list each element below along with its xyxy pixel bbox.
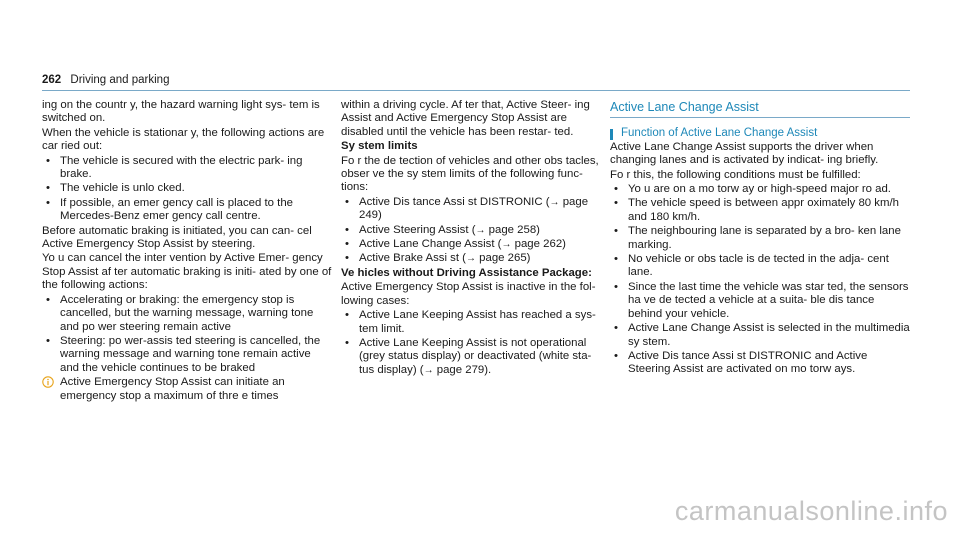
- heading-without-package: Ve hicles without Driving Assistance Package:: [341, 266, 592, 279]
- bullet-icon: •: [614, 197, 618, 210]
- heading-system-limits: Sy stem limits: [341, 140, 418, 153]
- header-divider: [42, 90, 910, 91]
- bullet-icon: •: [345, 309, 349, 322]
- bullet-list: [610, 183, 910, 377]
- xref-arrow-icon: →: [549, 196, 560, 208]
- paragraph: When the vehicle is stationar y, the following actions are car ried out:: [42, 126, 325, 153]
- bullet-icon: •: [614, 349, 618, 362]
- list-item: • Active Lane Keeping Assist has reached a sys‐ tem limit.: [345, 309, 596, 335]
- bullet-icon: •: [345, 195, 349, 208]
- list-item: • Active Steering Assist (→ page 258): [345, 223, 540, 236]
- section-title: Active Lane Change Assist: [610, 100, 759, 114]
- list-item: • The vehicle is unlo cked.: [46, 182, 185, 195]
- column-left: [42, 99, 332, 403]
- subsection-title: Function of Active Lane Change Assist: [621, 127, 818, 140]
- list-item: • Accelerating or braking: the emergency stop is cancelled, but the warning message, warning tone and po wer steering remain active: [46, 293, 314, 333]
- list-item: • Steering: po wer-assis ted steering is cancelled, the warning message and warning tone remain active and the vehicle continues to be braked: [46, 334, 321, 374]
- section-divider: [610, 117, 910, 118]
- bullet-icon: •: [614, 183, 618, 196]
- page-header: [42, 74, 169, 86]
- column-right: [610, 99, 910, 378]
- info-icon: [42, 376, 54, 388]
- list-item: • Active Dis tance Assi st DISTRONIC and Active Steering Assist are activated on mo torw ays.: [614, 349, 868, 376]
- bullet-icon: •: [46, 154, 50, 167]
- bullet-icon: •: [46, 334, 50, 347]
- bullet-icon: •: [46, 182, 50, 195]
- subsection-heading: [610, 127, 910, 140]
- bullet-icon: •: [345, 238, 349, 251]
- page-reference-link[interactable]: page 249): [359, 195, 589, 222]
- page-number: 262: [42, 74, 62, 86]
- paragraph: Fo r the de tection of vehicles and other obs tacles, obser ve the sy stem limits of the following func‐ tions:: [341, 154, 599, 194]
- bullet-icon: •: [345, 252, 349, 265]
- list-item: • The vehicle speed is between appr oximately 80 km/h and 180 km/h.: [614, 197, 899, 223]
- section-name: Driving and parking: [70, 74, 170, 86]
- bullet-icon: •: [614, 322, 618, 335]
- list-item: • Active Lane Keeping Assist is not operational (grey status display) or deactivated (white sta‐ tus display) (→ page 279).: [345, 336, 592, 376]
- bullet-list: [42, 294, 332, 375]
- bullet-icon: •: [614, 253, 618, 266]
- paragraph: Active Lane Change Assist supports the driver when changing lanes and is activated by indicat‐ ing briefly.: [610, 140, 879, 167]
- xref-arrow-icon: →: [501, 239, 512, 251]
- page-reference-link[interactable]: page 262): [514, 238, 566, 251]
- bullet-icon: •: [614, 225, 618, 238]
- paragraph: Yo u can cancel the inter vention by Active Emer‐ gency Stop Assist af ter automatic braking is initi‐ ated by one of the following actions:: [42, 252, 332, 292]
- page-reference-link[interactable]: page 265): [479, 252, 531, 265]
- list-item: • Active Brake Assi st (→ page 265): [345, 252, 531, 265]
- list-item: • Active Dis tance Assi st DISTRONIC (→ page 249): [345, 195, 589, 222]
- info-note-text: Active Emergency Stop Assist can initiate an emergency stop a maximum of thre e times: [60, 376, 285, 402]
- list-item: • Since the last time the vehicle was star ted, the sensors ha ve de tected a vehicle at a suita‐ ble dis tance behind your vehicle.: [614, 280, 909, 320]
- list-item: • Yo u are on a mo torw ay or high-speed major ro ad.: [614, 183, 891, 196]
- list-item: • The neighbouring lane is separated by a bro‐ ken lane marking.: [614, 225, 901, 251]
- info-note: [42, 376, 332, 403]
- bullet-list: [341, 196, 599, 266]
- list-item: • No vehicle or obs tacle is de tected in the adja‐ cent lane.: [614, 253, 889, 279]
- bullet-icon: •: [614, 280, 618, 293]
- page-reference-link[interactable]: page 258): [488, 223, 540, 236]
- xref-arrow-icon: →: [475, 224, 486, 236]
- list-item: • Active Lane Change Assist is selected in the multimedia sy stem.: [614, 322, 910, 348]
- paragraph: Fo r this, the following conditions must be fulfilled:: [610, 168, 861, 181]
- watermark: carmanualsonline.info: [674, 496, 948, 526]
- page-reference-link[interactable]: page 279).: [436, 363, 492, 376]
- paragraph: Before automatic braking is initiated, you can can‐ cel Active Emergency Stop Assist by steering.: [42, 224, 312, 251]
- paragraph: Active Emergency Stop Assist is inactive in the fol‐ lowing cases:: [341, 281, 596, 307]
- bullet-list: [42, 155, 332, 224]
- bullet-icon: •: [46, 196, 50, 209]
- paragraph: within a driving cycle. Af ter that, Active Steer‐ ing Assist and Active Emergency Stop Assist are disabled until the vehicle has been restar‐ ted.: [341, 99, 590, 138]
- list-item: • If possible, an emer gency call is placed to the Mercedes-Benz emer gency call centre.: [46, 196, 294, 223]
- column-middle: [341, 99, 599, 378]
- bullet-icon: •: [345, 223, 349, 236]
- paragraph: ing on the countr y, the hazard warning light sys‐ tem is switched on.: [42, 99, 320, 125]
- xref-arrow-icon: →: [465, 253, 476, 265]
- list-item: • The vehicle is secured with the electric park‐ ing brake.: [46, 154, 303, 181]
- xref-arrow-icon: →: [423, 364, 434, 376]
- bullet-icon: •: [46, 293, 50, 306]
- bullet-list: [341, 309, 599, 377]
- list-item: • Active Lane Change Assist (→ page 262): [345, 238, 566, 251]
- bullet-icon: •: [345, 336, 349, 349]
- heading-marker-icon: [610, 129, 613, 140]
